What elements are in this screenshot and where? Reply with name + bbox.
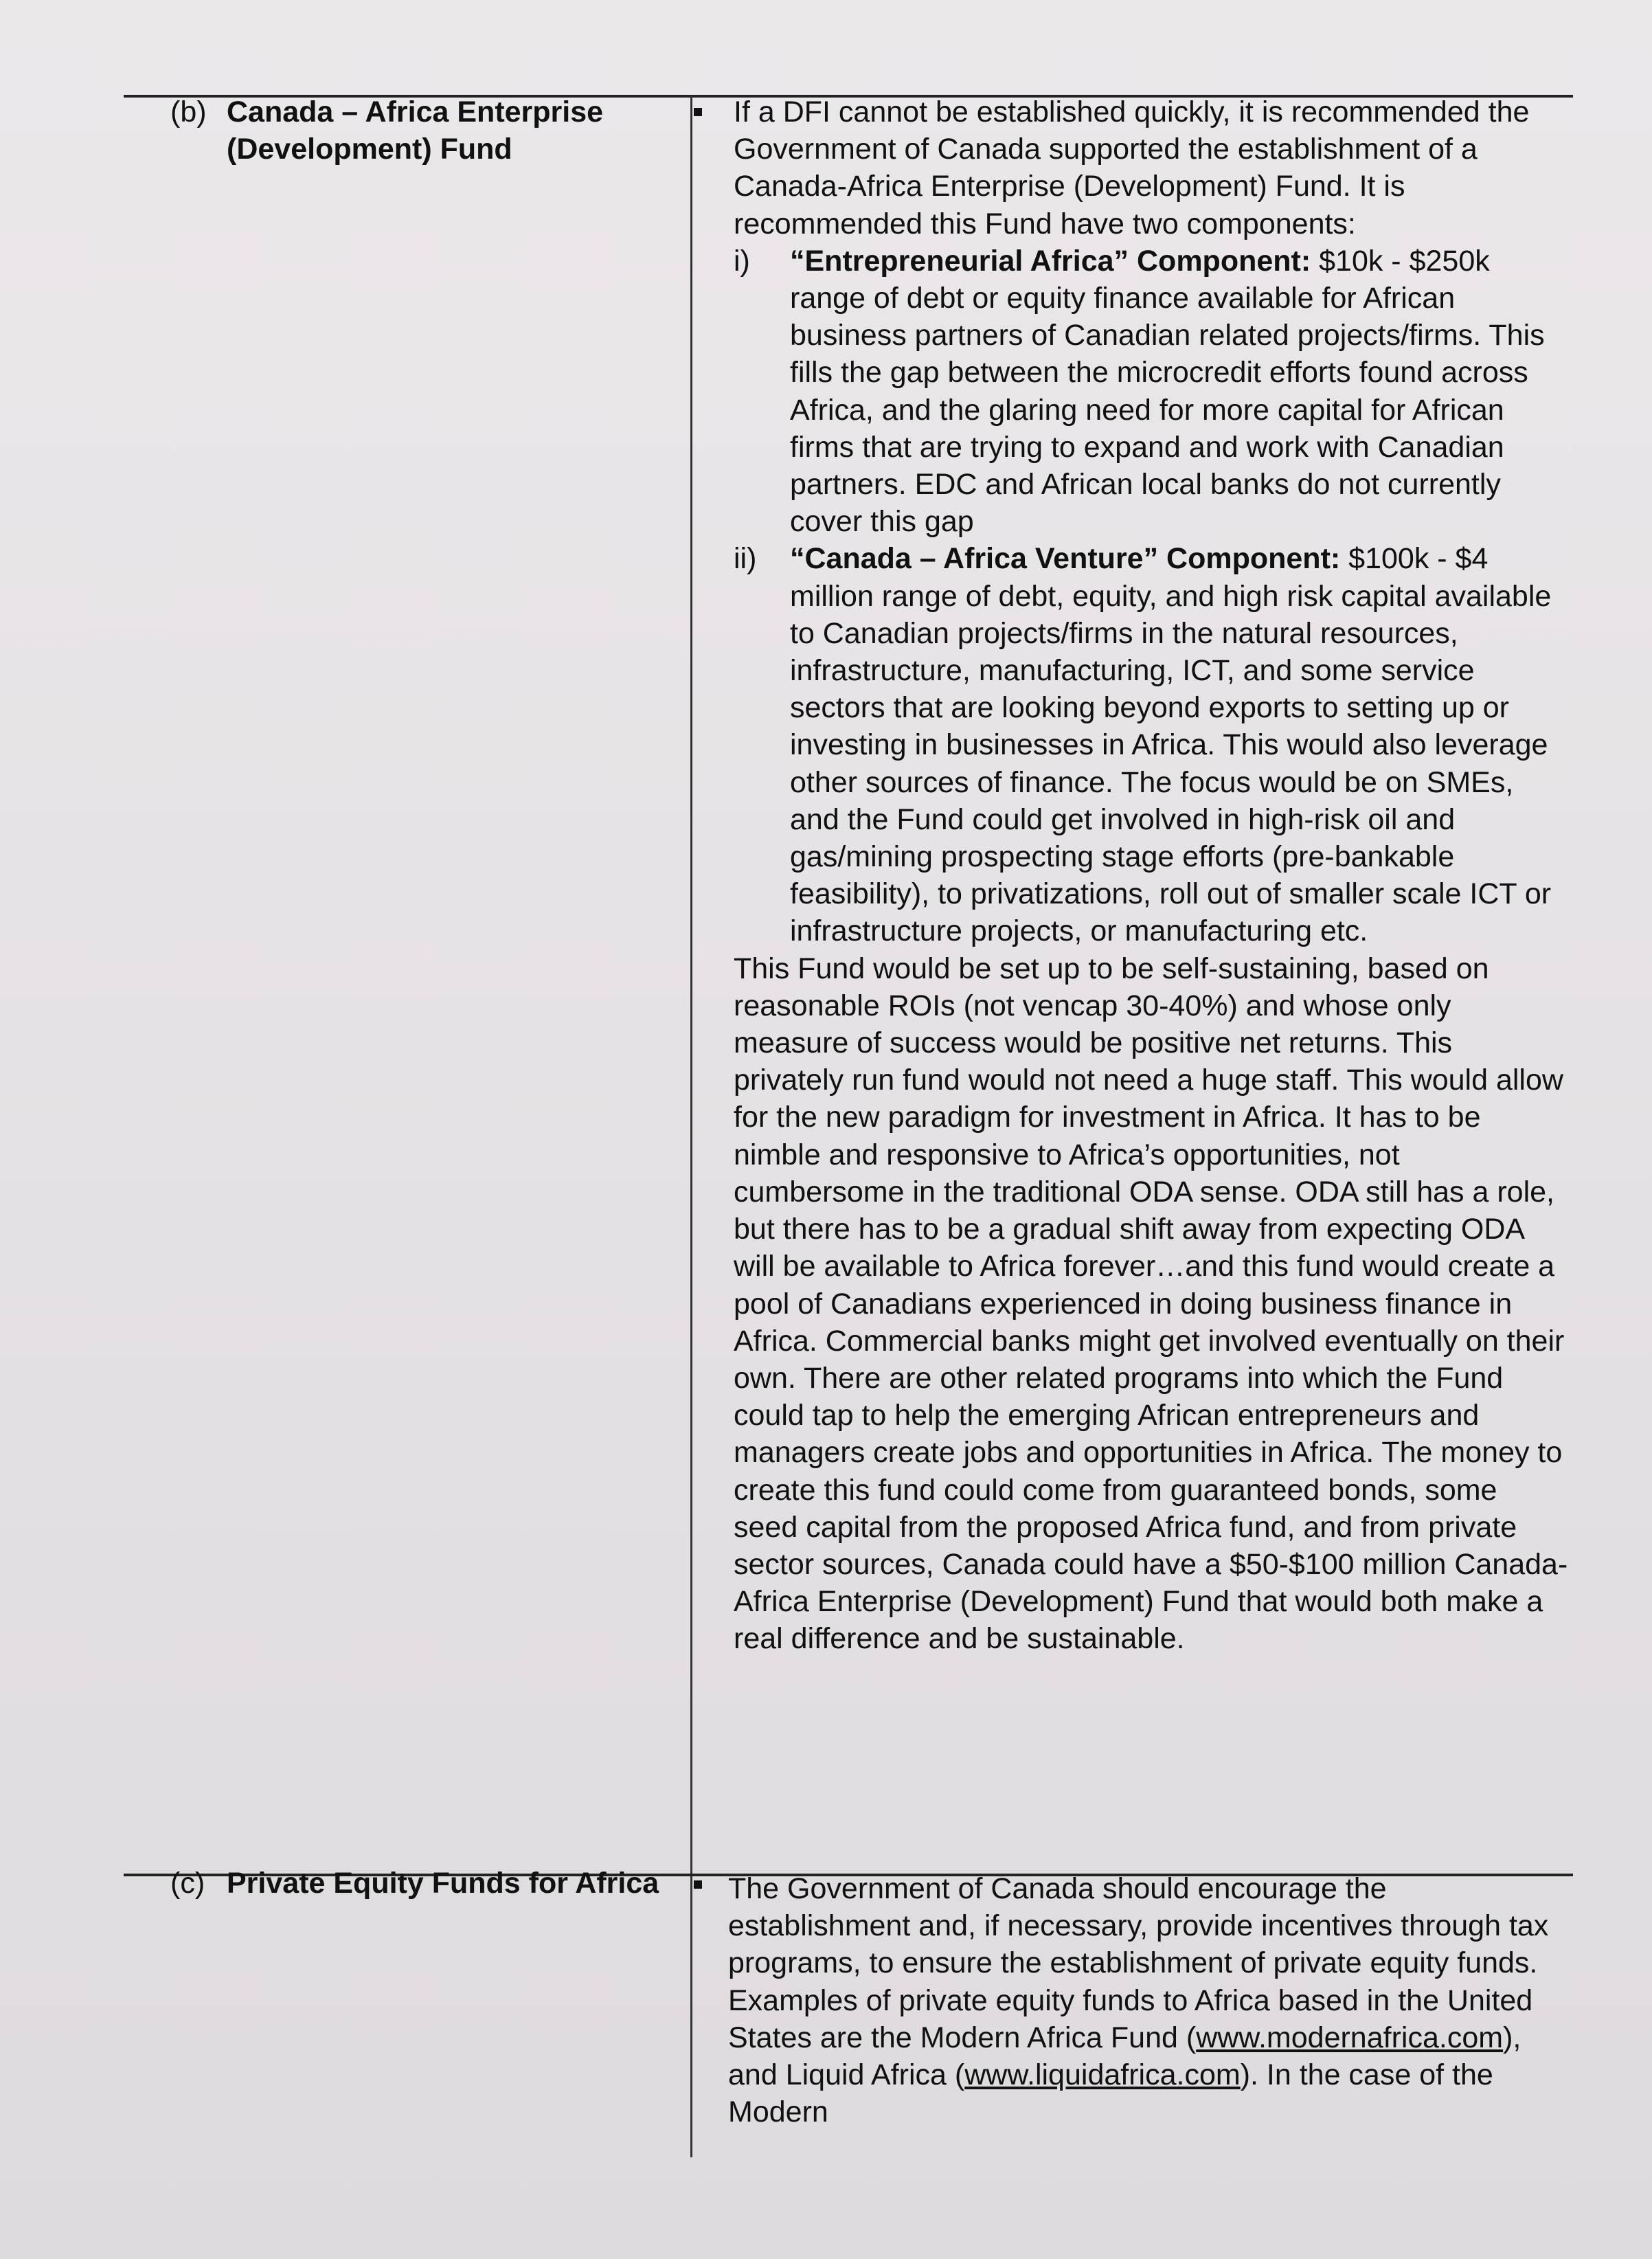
section-c-text-after: ). In the case of the Modern [728,2058,1493,2129]
section-c-title: Private Equity Funds for Africa [227,1867,659,1900]
component-ii-text: $100k - $4 million range of debt, equity, and high risk capital available to Canadian projects/firms in the natural resources, infrastructure, manufacturing, ICT, and some service sectors that are looking beyond exports to setting up or investing in businesses in Africa. This would also leverage other sources of finance. The focus would be on SMEs, and the Fund could get involved in high-risk oil and gas/mining prospecting stage efforts (pre-bankable feasibility), to privatizations, roll out of smaller scale ICT or infrastructure projects, or manufacturing etc. [790,542,1552,948]
bullet-icon [694,108,702,116]
section-c-paragraph [728,1870,1563,2131]
component-ii-name: “Canada – Africa Venture” Component: [790,542,1341,576]
component-ii [734,540,1568,949]
section-c-content [728,1870,1563,2131]
component-ii-number: ii) [734,542,757,576]
section-b-label [170,93,665,168]
bullet-icon [694,1880,702,1889]
section-b-closing: This Fund would be set up to be self-sustaining, based on reasonable ROIs (not vencap 30-40%) and whose only measure of success would be positive net returns. This privately run fund would not need a huge staff. This would allow for the new paradigm for investment in Africa. It has to be nimble and responsive to Africa’s opportunities, not cumbersome in the traditional ODA sense. ODA still has a role, but there has to be a gradual shift away from expecting ODA will be available to Africa forever…and this fund would create a pool of Canadians experienced in doing business finance in Africa. Commercial banks might get involved eventually on their own. There are other related programs into which the Fund could tap to help the emerging African entrepreneurs and managers create jobs and opportunities in Africa. The money to create this fund could come from guaranteed bonds, some seed capital from the proposed Africa fund, and from private sector sources, Canada could have a $50-$100 million Canada-Africa Enterprise (Development) Fund that would both make a real difference and be sustainable. [734,952,1568,1656]
component-i-name: “Entrepreneurial Africa” Component: [790,244,1311,278]
component-i-text: $10k - $250k range of debt or equity finance available for African business partners of Canadian related projects/firms. This fills the gap between the microcredit efforts found across Africa, and the glaring need for more capital for African firms that are trying to expand and work with Canadian partners. EDC and African local banks do not currently cover this gap [790,244,1545,539]
column-divider [690,96,692,2157]
section-b-title: Canada – Africa Enterprise (Development) Fund [227,95,604,166]
section-b-content [734,93,1568,1658]
section-c-text-before: The Government of Canada should encourage the establishment and, if necessary, provide incentives through tax programs, to ensure the establishment of private equity funds. Examples of private equity funds to Africa based in the United States are the Modern Africa Fund ( [728,1872,1549,2054]
modernafrica-link[interactable]: www.modernafrica.com [1196,2021,1504,2054]
section-c-label [170,1865,665,1902]
section-b-letter: (b) [170,95,207,128]
component-i-body [790,243,1568,541]
component-i [734,243,1568,541]
section-b-intro: If a DFI cannot be established quickly, it is recommended the Government of Canada supported the establishment of a Canada-Africa Enterprise (Development) Fund. It is recommended this Fund have two components: [734,95,1530,240]
component-i-number: i) [734,244,750,278]
section-c-text-middle: ), and Liquid Africa ( [728,2021,1521,2092]
section-c-letter: (c) [170,1867,205,1900]
liquidafrica-link[interactable]: www.liquidafrica.com [964,2058,1241,2092]
component-ii-body [790,540,1568,949]
